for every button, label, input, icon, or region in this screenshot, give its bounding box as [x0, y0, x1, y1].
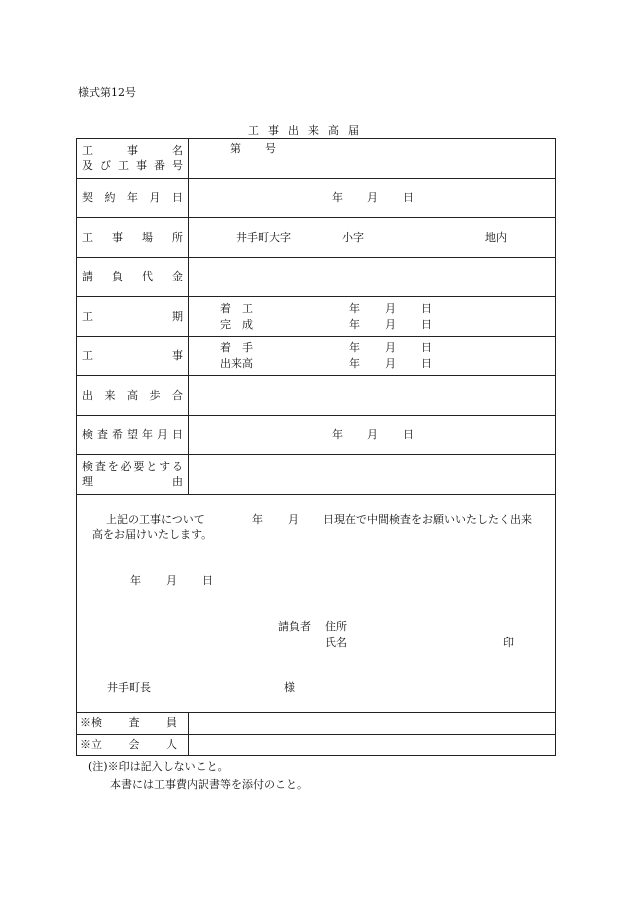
progress-done-day: 日 [421, 357, 432, 370]
inspection-date-day: 日 [403, 428, 414, 441]
progress-start-month: 月 [385, 341, 396, 354]
label-inspection-date: 検 査 希 望 年 月 日 [82, 428, 183, 441]
progress-start-year: 年 [349, 341, 360, 354]
row-divider [76, 494, 556, 495]
period-end-label: 完 成 [220, 318, 253, 331]
contractor-name-label: 氏名 [325, 636, 347, 649]
site-suffix: 地内 [485, 231, 507, 244]
contractor-label: 請負者 [278, 620, 311, 633]
submission-date-year: 年 [130, 574, 141, 587]
seal-mark: 印 [503, 636, 514, 649]
row-divider [76, 178, 556, 179]
note-line1: (注)※印は記入しないこと。 [88, 760, 229, 773]
period-start-month: 月 [385, 302, 396, 315]
statement-line2: 高をお届けいたします。 [92, 528, 213, 541]
addressee-honorific: 様 [284, 681, 295, 694]
column-divider [188, 712, 189, 756]
statement-line1-month: 月 [288, 513, 299, 526]
submission-date-month: 月 [166, 574, 177, 587]
label-inspector: ※検 査 員 [80, 716, 177, 729]
document-title: 工事出来高届 [248, 124, 368, 137]
label-inspection-reason: 検 査 を 必 要 と す る 理 由 [82, 460, 183, 488]
column-divider [188, 139, 189, 494]
row-divider [76, 336, 556, 337]
row-divider [76, 257, 556, 258]
period-end-day: 日 [421, 318, 432, 331]
construction-number-suffix: 号 [265, 142, 276, 155]
progress-start-label: 着 手 [220, 341, 253, 354]
label-progress-ratio: 出 来 高 歩 合 [82, 389, 183, 402]
row-divider [76, 296, 556, 297]
statement-line1-b: 日現在で中間検査をお願いいたしたく出来 [323, 513, 532, 526]
label-contract-date: 契 約 年 月 日 [82, 191, 183, 204]
row-divider [76, 454, 556, 455]
period-start-year: 年 [349, 302, 360, 315]
contract-date-month: 月 [367, 191, 378, 204]
addressee: 井手町長 [107, 681, 151, 694]
row-divider [76, 712, 556, 713]
progress-start-day: 日 [421, 341, 432, 354]
period-end-month: 月 [385, 318, 396, 331]
contract-date-year: 年 [332, 191, 343, 204]
progress-done-year: 年 [349, 357, 360, 370]
form-number: 様式第12号 [78, 86, 136, 99]
label-construction-site: 工 事 場 所 [82, 231, 183, 244]
period-start-day: 日 [421, 302, 432, 315]
row-divider [76, 734, 556, 735]
row-divider [76, 415, 556, 416]
row-divider [76, 375, 556, 376]
period-start-label: 着 工 [220, 302, 253, 315]
progress-done-month: 月 [385, 357, 396, 370]
statement-line1-a: 上記の工事について [106, 513, 205, 526]
row-divider [76, 217, 556, 218]
label-construction-progress: 工 事 [82, 349, 183, 362]
construction-number-prefix: 第 [230, 142, 241, 155]
period-end-year: 年 [349, 318, 360, 331]
label-construction-name: 工 事 名 及 び 工 事 番 号 [82, 144, 183, 172]
site-aza: 小字 [342, 231, 364, 244]
contractor-address-label: 住所 [325, 620, 347, 633]
label-witness: ※立 会 人 [80, 738, 177, 751]
contract-date-day: 日 [403, 191, 414, 204]
label-contract-price: 請 負 代 金 [82, 270, 183, 283]
submission-date-day: 日 [202, 574, 213, 587]
progress-done-label: 出来高 [220, 357, 253, 370]
note-line2: 本書には工事費内訳書等を添付のこと。 [110, 778, 308, 791]
site-town: 井手町大字 [236, 231, 291, 244]
inspection-date-year: 年 [332, 428, 343, 441]
inspection-date-month: 月 [367, 428, 378, 441]
statement-line1-year: 年 [252, 513, 263, 526]
label-construction-period: 工 期 [82, 310, 183, 323]
